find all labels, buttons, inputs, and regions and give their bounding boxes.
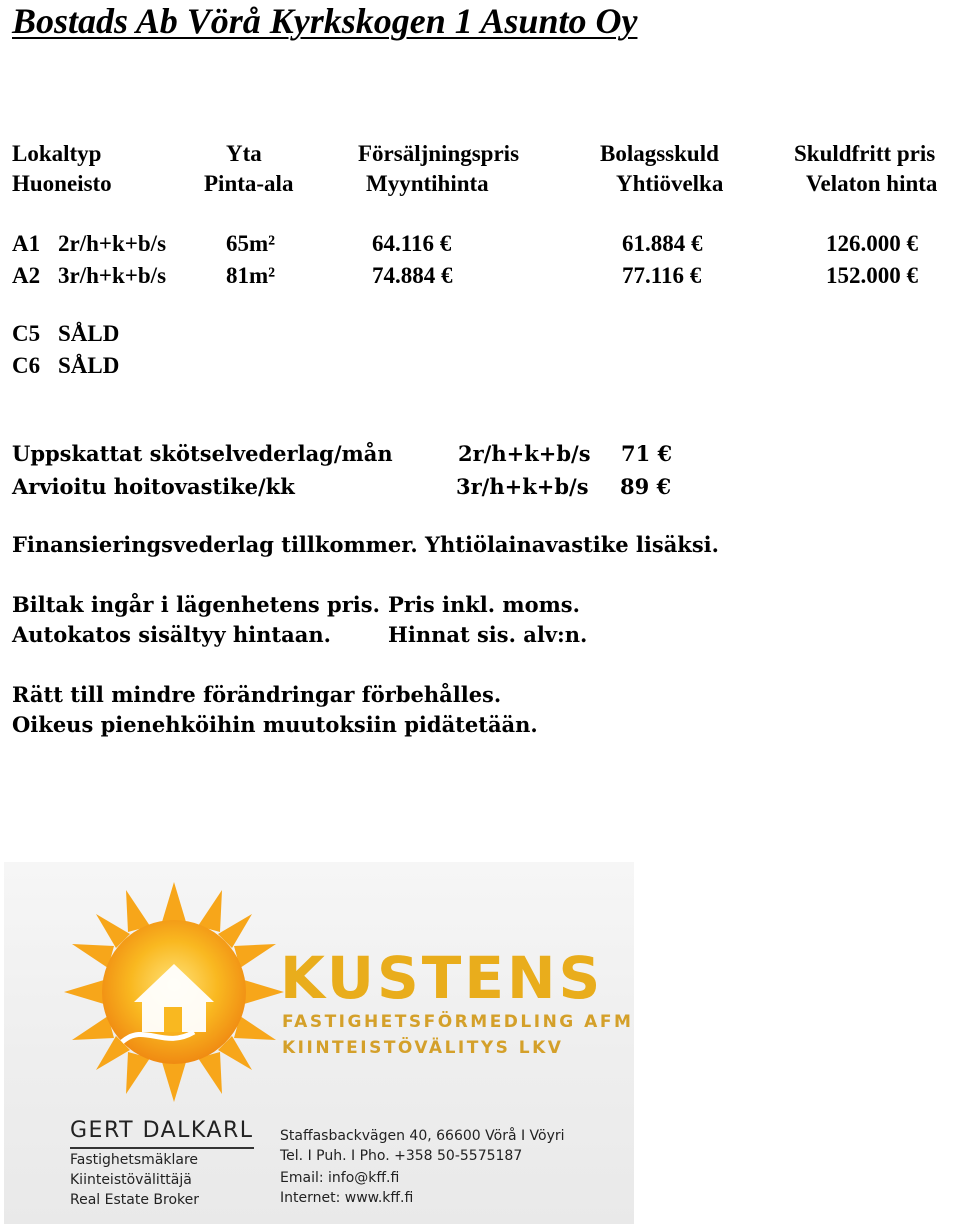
agent-title: Real Estate Broker (70, 1192, 199, 1208)
broker-card (4, 862, 634, 1224)
header-sv-price: Försäljningspris (358, 141, 520, 166)
brand-subtitle-sv: FASTIGHETSFÖRMEDLING AFM (282, 1012, 634, 1032)
row-debt-free: 152.000 € (826, 263, 918, 288)
brand-name: KUSTENS (280, 944, 604, 1012)
row-price: 74.884 € (372, 263, 453, 288)
row-type: 2r/h+k+b/s (58, 231, 167, 256)
vat-note-sv: Pris inkl. moms. (388, 592, 580, 617)
contact-website[interactable]: Internet: www.kff.fi (280, 1190, 414, 1206)
fee-amount: 71 € (621, 441, 673, 466)
fee-label-sv: Uppskattat skötselvederlag/mån (12, 441, 393, 466)
header-fi-area: Pinta-ala (204, 171, 294, 196)
header-sv-unit-type: Lokaltyp (12, 141, 102, 166)
row-area: 65m² (226, 231, 276, 256)
header-sv-debt: Bolagsskuld (600, 141, 719, 166)
agent-name: GERT DALKARL (70, 1118, 254, 1143)
fee-label-fi: Arvioitu hoitovastike/kk (12, 474, 295, 499)
row-debt: 77.116 € (622, 263, 702, 288)
sun-house-logo-icon (64, 882, 284, 1102)
fee-type: 2r/h+k+b/s (458, 441, 591, 466)
agent-title: Fastighetsmäklare (70, 1152, 199, 1168)
row-area: 81m² (226, 263, 276, 288)
financing-note: Finansieringsvederlag tillkommer. Yhtiölainavastike lisäksi. (12, 532, 719, 557)
brand-subtitle-fi: KIINTEISTÖVÄLITYS LKV (282, 1038, 564, 1058)
rights-note-fi: Oikeus pienehköihin muutoksiin pidätetään. (12, 712, 538, 737)
sold-unit: C5 (12, 321, 41, 346)
contact-address: Staffasbackvägen 40, 66600 Vörå I Vöyri (280, 1128, 565, 1144)
row-type: 3r/h+k+b/s (58, 263, 167, 288)
header-fi-debt: Yhtiövelka (616, 171, 724, 196)
sold-status: SÅLD (58, 353, 120, 378)
header-sv-area: Yta (226, 141, 262, 166)
contact-email[interactable]: Email: info@kff.fi (280, 1170, 400, 1186)
parking-note-fi: Autokatos sisältyy hintaan. (12, 622, 331, 647)
header-fi-unit-type: Huoneisto (12, 171, 112, 196)
divider (70, 1147, 254, 1149)
row-unit: A1 (12, 231, 41, 256)
header-sv-debt-free: Skuldfritt pris (794, 141, 936, 166)
fee-amount: 89 € (620, 474, 672, 499)
agent-title: Kiinteistövälittäjä (70, 1172, 192, 1188)
row-price: 64.116 € (372, 231, 452, 256)
header-fi-debt-free: Velaton hinta (806, 171, 938, 196)
fee-type: 3r/h+k+b/s (456, 474, 589, 499)
contact-phone: Tel. I Puh. I Pho. +358 50-5575187 (280, 1148, 523, 1164)
vat-note-fi: Hinnat sis. alv:n. (388, 622, 588, 647)
row-unit: A2 (12, 263, 41, 288)
row-debt-free: 126.000 € (826, 231, 918, 256)
sold-unit: C6 (12, 353, 41, 378)
parking-note-sv: Biltak ingår i lägenhetens pris. (12, 592, 380, 617)
header-fi-price: Myyntihinta (366, 171, 489, 196)
rights-note-sv: Rätt till mindre förändringar förbehålles. (12, 682, 502, 707)
row-debt: 61.884 € (622, 231, 703, 256)
page-title: Bostads Ab Vörå Kyrkskogen 1 Asunto Oy (12, 1, 638, 41)
sold-status: SÅLD (58, 321, 120, 346)
